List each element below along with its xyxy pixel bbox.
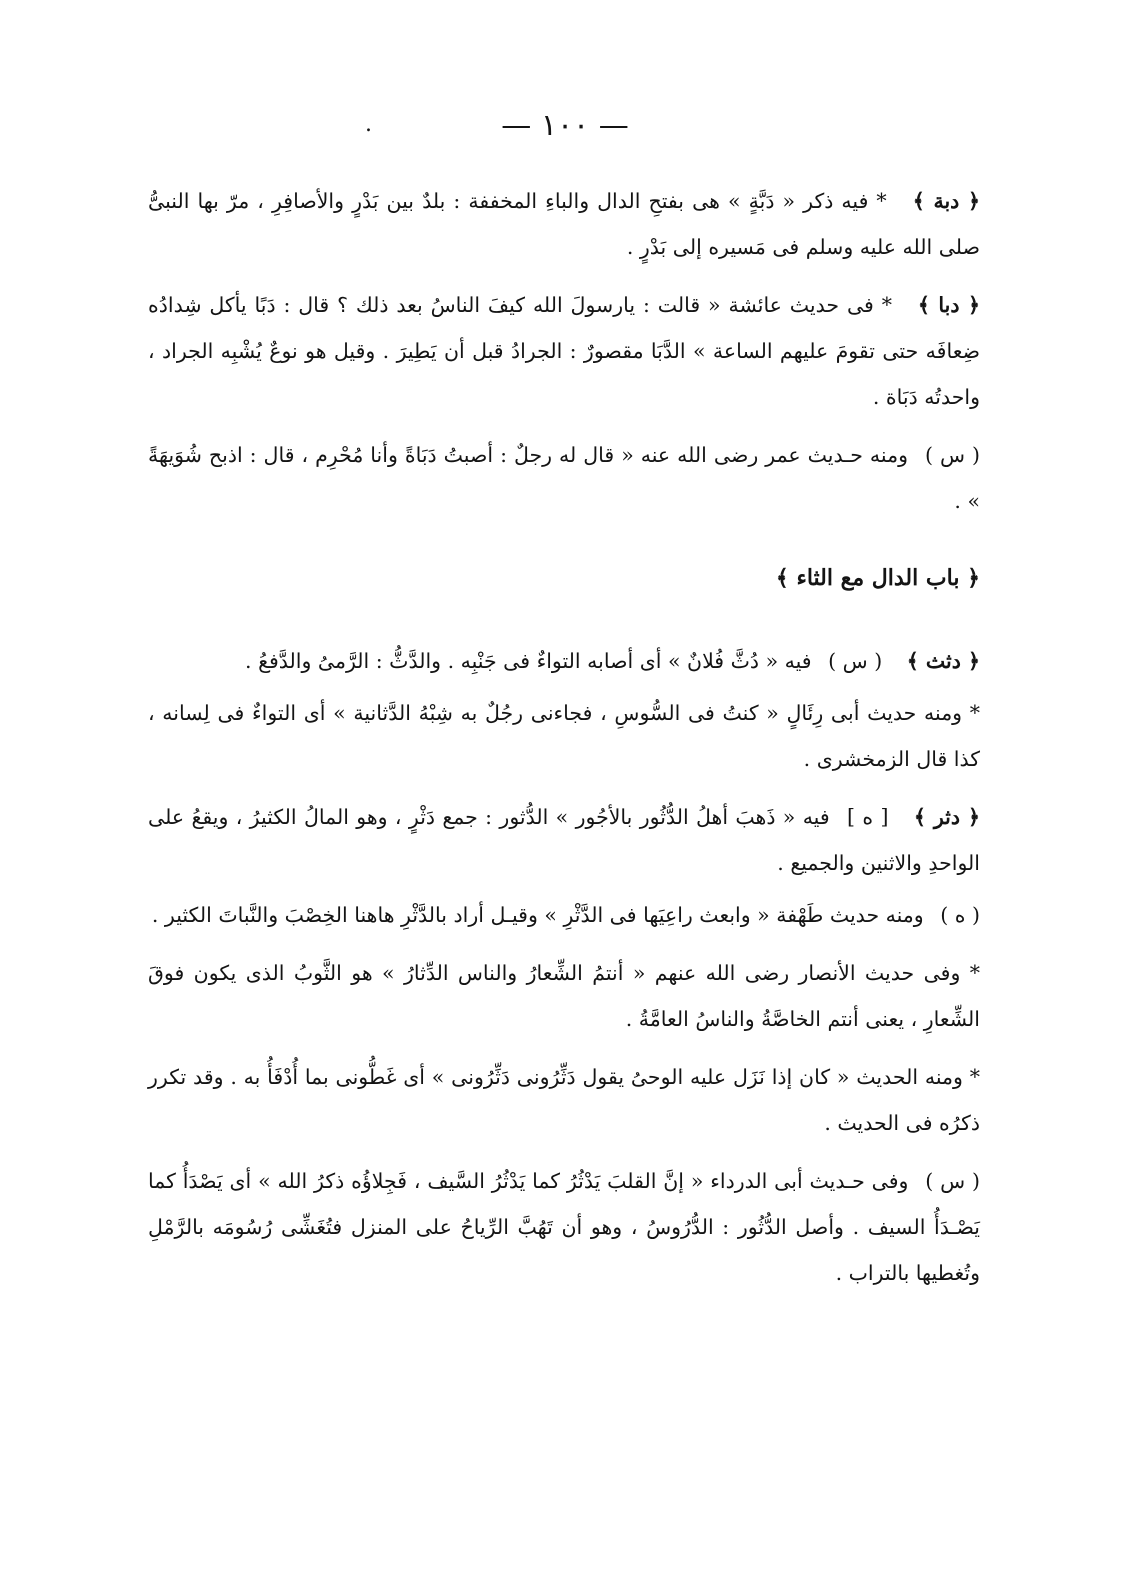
- page-body: [148, 178, 980, 1308]
- entry-dathr: [148, 794, 980, 886]
- entry-dathth: [148, 638, 980, 684]
- entry-text: * فيه ذكر « دَبَّةٍ » هى بفتحِ الدال والباءِ المخففة : بلدٌ بين بَدْرٍ والأصافِرِ ، مرّ بها النبىُّ صلى الله عليه وسلم فى مَسيره إلى بَدْرٍ .: [148, 189, 980, 259]
- entry-text: * فى حديث عائشة « قالت : يارسولَ الله كيفَ الناسُ بعد ذلك ؟ قال : دَبًا يأكل شِدادُه ضِعافَه حتى تقومَ عليهم الساعة » الدَّبَا مقصورٌ : الجرادُ قبل أن يَطِيرَ . وقيل هو نوعٌ يُشْبِه الجراد ، واحدتُه دَبَاة .: [148, 293, 980, 409]
- entry-dathth-abi-riaal: [148, 690, 980, 782]
- entry-text: * ومنه حديث أبى رِئَالٍ « كنتُ فى السُّوسِ ، فجاءنى رجُلٌ به شِبْهُ الدَّثانية » أى التواءٌ فى لِسانه ، كذا قال الزمخشرى .: [148, 701, 980, 771]
- source-mark: [ ه ]: [847, 805, 889, 829]
- entry-headword: ﴿ دثر ﴾: [913, 805, 980, 829]
- entry-text: ومنه حـديث عمر رضى الله عنه « قال له رجلٌ : أصبتُ دَبَاةً وأنا مُحْرِم ، قال : اذبح شُوَيهَةً » .: [148, 443, 980, 513]
- entry-dathr-wahy: [148, 1054, 980, 1146]
- source-mark: ( ه ): [940, 903, 980, 927]
- entry-text: وفى حـديث أبى الدرداء « إنَّ القلبَ يَدْثُرُ كما يَدْثُرُ السَّيف ، فَجِلاؤُه ذكرُ الله » أى يَصْدَأُ كما يَصْـدَأُ السيف . وأصل الدُّثُور : الدُّرُوسُ ، وهو أن تَهُبَّ الرِّياحُ على المنزل فتُغَشِّى رُسُومَه بالرَّمْلِ وتُغطيها بالتراب .: [148, 1169, 980, 1285]
- entry-dathr-ansar: [148, 950, 980, 1042]
- page-number: — ١٠٠ —: [501, 108, 629, 143]
- entry-dathr-tahfa: [148, 892, 980, 938]
- source-mark: ( س ): [924, 443, 980, 467]
- chapter-title: ﴿ باب الدال مع الثاء ﴾: [775, 565, 980, 591]
- entry-daba-umar: [148, 432, 980, 524]
- entry-headword: ﴿ دثث ﴾: [906, 649, 980, 673]
- entry-headword: ﴿ دبا ﴾: [917, 293, 980, 317]
- entry-text: * وفى حديث الأنصار رضى الله عنهم « أنتمُ الشِّعارُ والناس الدِّثارُ » هو الثَّوبُ الذى يكون فوقَ الشِّعارِ ، يعنى أنتم الخاصَّةُ والناسُ العامَّةُ .: [148, 961, 980, 1031]
- print-speck: .: [365, 112, 372, 137]
- entry-text: فيه « دُثَّ فُلانٌ » أى أصابه التواءٌ فى جَنْبِه . والدَّثُّ : الرَّمىُ والدَّفعُ .: [245, 649, 812, 673]
- entry-text: * ومنه الحديث « كان إذا نَزَل عليه الوحىُ يقول دَثِّرُونى دَثِّرُونى » أى غَطُّونى بما أُدْفَأُ به . وقد تكرر ذكرُه فى الحديث .: [148, 1065, 980, 1135]
- entry-dathr-abi-darda: [148, 1158, 980, 1296]
- entry-text: فيه « ذَهبَ أهلُ الدُّثُور بالأجُور » الدُّثور : جمع دَثْرٍ ، وهو المالُ الكثيرُ ، ويقعُ على الواحدِ والاثنين والجميع .: [148, 805, 980, 875]
- entry-text: ومنه حديث طَهْفة « وابعث راعِيَها فى الدَّثْرِ » وقيـل أراد بالدَّثْرِ هاهنا الخِصْبَ والنَّباتَ الكثير .: [151, 903, 924, 927]
- source-mark: ( س ): [828, 649, 883, 673]
- source-mark: ( س ): [925, 1169, 980, 1193]
- entry-headword: ﴿ دبة ﴾: [912, 189, 980, 213]
- entry-dabba: [148, 178, 980, 270]
- entry-daba: [148, 282, 980, 420]
